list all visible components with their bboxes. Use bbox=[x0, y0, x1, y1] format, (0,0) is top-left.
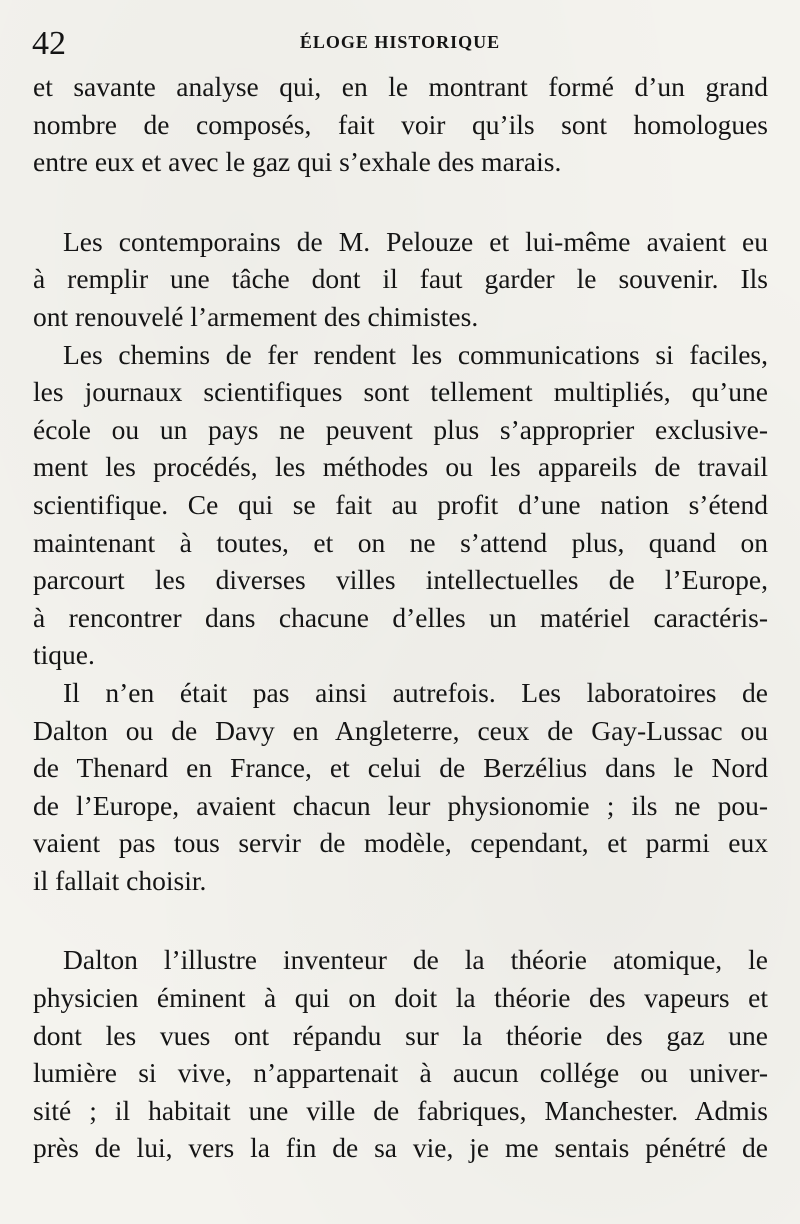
running-title: ÉLOGE HISTORIQUE bbox=[299, 32, 501, 52]
text-line: vaient pas tous servir de modèle, cependant, et parmi eux bbox=[33, 827, 768, 859]
text-line: scientifique. Ce qui se fait au profit d’une nation s’étend bbox=[33, 488, 768, 520]
paragraph-gap bbox=[33, 899, 768, 941]
text-line: à rencontrer dans chacune d’elles un matériel caractéris- bbox=[33, 601, 768, 633]
text-line: Dalton l’illustre inventeur de la théorie atomique, le bbox=[63, 944, 768, 976]
text-line: de Thenard en France, et celui de Berzélius dans le Nord bbox=[33, 752, 768, 784]
text-line: ment les procédés, les méthodes ou les appareils de travail bbox=[33, 451, 768, 483]
text-line: lumière si vive, n’appartenait à aucun collége ou univer- bbox=[33, 1057, 768, 1089]
text-line: Dalton ou de Davy en Angleterre, ceux de Gay-Lussac ou bbox=[33, 714, 768, 746]
text-line: près de lui, vers la fin de sa vie, je me sentais pénétré de bbox=[33, 1132, 768, 1164]
paragraph bbox=[33, 674, 768, 900]
paragraph-gap bbox=[33, 181, 768, 223]
text-line: physicien éminent à qui on doit la théorie des vapeurs et bbox=[33, 982, 768, 1014]
text-line: sité ; il habitait une ville de fabriques, Manchester. Admis bbox=[33, 1094, 768, 1126]
paragraph bbox=[33, 68, 768, 181]
paragraph bbox=[33, 941, 768, 1167]
text-line: à remplir une tâche dont il faut garder le souvenir. Ils bbox=[33, 263, 768, 295]
text-line: parcourt les diverses villes intellectuelles de l’Europe, bbox=[33, 564, 768, 596]
text-line: Les contemporains de M. Pelouze et lui-même avaient eu bbox=[63, 225, 768, 257]
text-line: nombre de composés, fait voir qu’ils sont homologues bbox=[33, 108, 768, 140]
page-number: 42 bbox=[32, 25, 66, 62]
text-line: et savante analyse qui, en le montrant formé d’un grand bbox=[33, 71, 768, 102]
running-head bbox=[32, 24, 768, 64]
text-line: entre eux et avec le gaz qui s’exhale des marais. bbox=[33, 146, 562, 178]
paragraph bbox=[33, 336, 768, 674]
text-line: tique. bbox=[33, 639, 95, 671]
text-line: de l’Europe, avaient chacun leur physionomie ; ils ne pou- bbox=[33, 789, 768, 821]
text-line: dont les vues ont répandu sur la théorie des gaz une bbox=[33, 1019, 768, 1051]
text-line: Il n’en était pas ainsi autrefois. Les laboratoires de bbox=[63, 676, 768, 708]
paragraph bbox=[33, 223, 768, 336]
text-body bbox=[33, 68, 768, 1167]
text-line: il fallait choisir. bbox=[33, 864, 207, 896]
text-line: ont renouvelé l’armement des chimistes. bbox=[33, 300, 479, 332]
text-line: maintenant à toutes, et on ne s’attend plus, quand on bbox=[33, 526, 768, 558]
text-line: école ou un pays ne peuvent plus s’approprier exclusive- bbox=[33, 413, 768, 445]
text-line: Les chemins de fer rendent les communications si faciles, bbox=[63, 338, 768, 370]
text-line: les journaux scientifiques sont tellement multipliés, qu’une bbox=[33, 376, 768, 408]
